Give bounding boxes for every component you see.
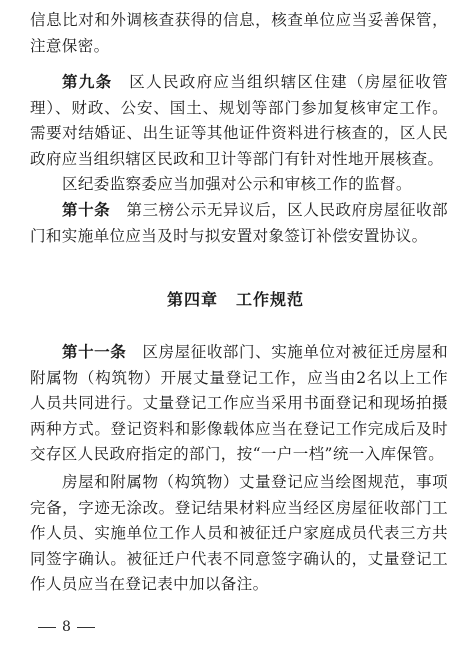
paragraph-text: 区纪委监察委应当加强对公示和审核工作的监督。 xyxy=(62,175,412,193)
article-number: 第十一条 xyxy=(62,343,127,361)
footer-dash-left xyxy=(38,627,56,628)
paragraph-text: 房屋和附属物（构筑物）丈量登记应当绘图规范，事项完备，字迹无涂改。登记结果材料应当经区房屋征收部门工作人员、实施单位工作人员和被征迁户家庭成员代表三方共同签字确认。被征迁户代表不同意签字确认的，丈量登记工作人员应当在登记表中加以备注。 xyxy=(30,473,448,593)
footer-dash-right xyxy=(77,627,95,628)
paragraph-article-11 xyxy=(30,340,448,468)
paragraph-text: 第三榜公示无异议后，区人民政府房屋征收部门和实施单位应当及时与拟安置对象签订补偿安置协议。 xyxy=(30,201,448,245)
paragraph-5 xyxy=(30,470,448,598)
article-number: 第九条 xyxy=(62,73,113,91)
chapter-number: 第四章 xyxy=(166,290,218,309)
page-number: 8 xyxy=(62,619,71,635)
paragraph-0 xyxy=(30,8,448,59)
chapter-title: 工作规范 xyxy=(236,290,305,309)
article-number: 第十条 xyxy=(62,201,111,219)
paragraph-article-9 xyxy=(30,70,448,172)
page-footer xyxy=(32,619,101,635)
paragraph-article-10 xyxy=(30,198,448,249)
paragraph-text: 区房屋征收部门、实施单位对被征迁房屋和附属物（构筑物）开展丈量登记工作，应当由2名以上工作人员共同进行。丈量登记工作应当采用书面登记和现场拍摄两种方式。登记资料和影像载体应当在登记工作完成后及时交存区人民政府指定的部门，按“一户一档”统一入库保管。 xyxy=(30,343,448,463)
chapter-heading xyxy=(0,287,471,310)
paragraph-2 xyxy=(30,172,448,198)
paragraph-text: 信息比对和外调核查获得的信息，核查单位应当妥善保管，注意保密。 xyxy=(30,11,448,55)
paragraph-text: 区人民政府应当组织辖区住建（房屋征收管理）、财政、公安、国土、规划等部门参加复核审定工作。需要对结婚证、出生证等其他证件资料进行核查的，区人民政府应当组织辖区民政和卫计等部门有针对性地开展核查。 xyxy=(30,73,448,168)
